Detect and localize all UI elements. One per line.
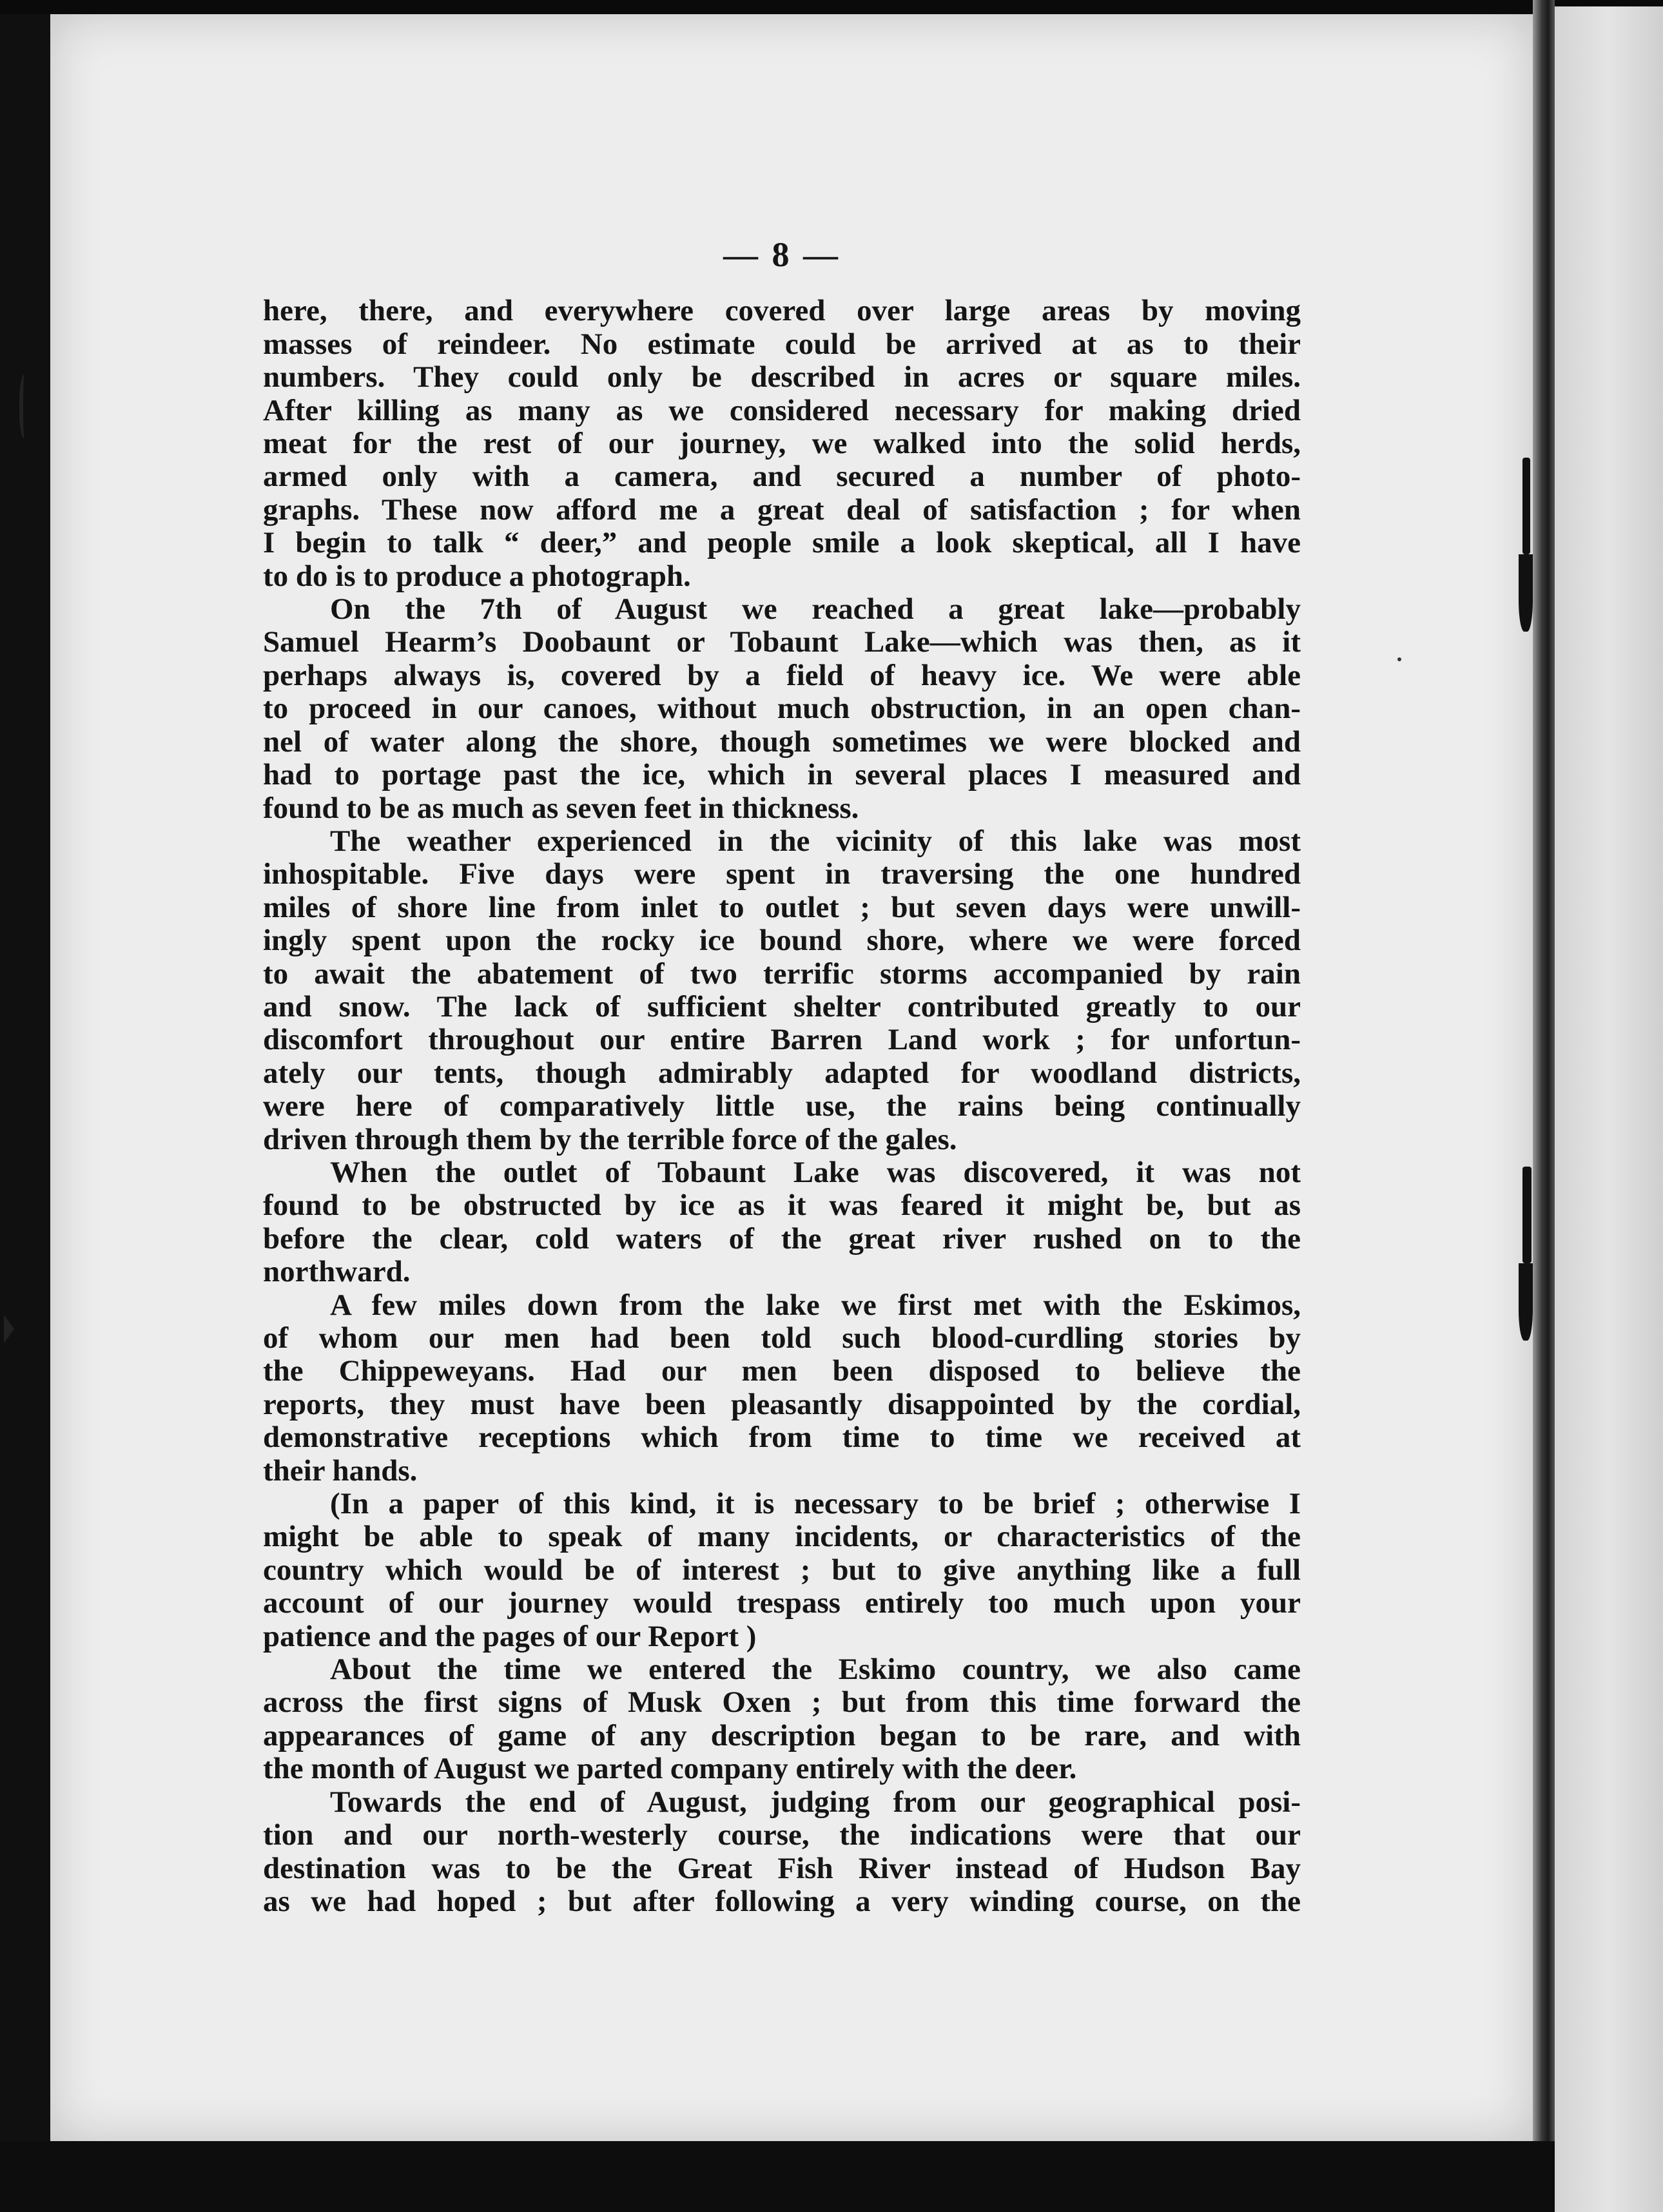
- binding-clip-bottom-tip: [1519, 1263, 1533, 1341]
- text-line: to await the abatement of two terrific storms accompanied by rain: [263, 956, 1301, 991]
- text-line: A few miles down from the lake we first met with the Eskimos,: [330, 1288, 1301, 1322]
- text-line: to do is to produce a photograph.: [263, 559, 691, 593]
- text-line: graphs. These now afford me a great deal of satisfaction ; for when: [263, 492, 1301, 527]
- text-line: found to be obstructed by ice as it was feared it might be, but as: [263, 1188, 1301, 1223]
- text-line: driven through them by the terrible force of the gales.: [263, 1122, 957, 1156]
- text-line: ingly spent upon the rocky ice bound shore, where we were forced: [263, 924, 1301, 958]
- text-line: numbers. They could only be described in acres or square miles.: [263, 360, 1301, 394]
- text-line: When the outlet of Tobaunt Lake was discovered, it was not: [330, 1155, 1301, 1189]
- text-line: The weather experienced in the vicinity of this lake was most: [330, 824, 1301, 858]
- text-line: and snow. The lack of sufficient shelter contributed greatly to our: [263, 989, 1301, 1024]
- text-line: masses of reindeer. No estimate could be arrived at as to their: [263, 327, 1301, 361]
- paragraph: [263, 825, 1301, 1156]
- text-line: On the 7th of August we reached a great lake—probably: [330, 592, 1301, 626]
- text-line: demonstrative receptions which from time to time we received at: [263, 1421, 1301, 1455]
- text-line: might be able to speak of many incidents, or characteristics of the: [263, 1520, 1301, 1554]
- text-line: reports, they must have been pleasantly disappointed by the cordial,: [263, 1387, 1301, 1421]
- paragraph: [263, 1488, 1301, 1653]
- text-line: northward.: [263, 1255, 411, 1289]
- text-line: across the first signs of Musk Oxen ; but from this time forward the: [263, 1685, 1301, 1720]
- paragraph: [263, 1786, 1301, 1919]
- paragraph: [263, 1289, 1301, 1488]
- paragraph-container: [263, 295, 1301, 1918]
- text-line: country which would be of interest ; but to give anything like a full: [263, 1553, 1301, 1587]
- text-line: before the clear, cold waters of the great river rushed on to the: [263, 1221, 1301, 1256]
- text-line: tion and our north-westerly course, the indications were that our: [263, 1818, 1301, 1852]
- scan-left-margin: [0, 0, 50, 2212]
- text-line: miles of shore line from inlet to outlet ; but seven days were unwill-: [263, 890, 1301, 924]
- text-line: appearances of game of any description began to be rare, and with: [263, 1718, 1301, 1752]
- text-line: armed only with a camera, and secured a number of photo-: [263, 460, 1301, 494]
- text-line: of whom our men had been told such blood-curdling stories by: [263, 1321, 1301, 1355]
- text-line: Towards the end of August, judging from our geographical posi-: [330, 1785, 1301, 1819]
- paragraph: [263, 1653, 1301, 1786]
- text-line: ately our tents, though admirably adapted for woodland districts,: [263, 1056, 1301, 1090]
- scan-bottom-border: [0, 2141, 1555, 2212]
- page-gutter: [1533, 0, 1555, 2212]
- paragraph: [263, 1156, 1301, 1289]
- text-line: About the time we entered the Eskimo country, we also came: [330, 1653, 1301, 1687]
- binding-clip-top-tip: [1519, 554, 1533, 632]
- binding-clip-top-bar: [1522, 458, 1530, 554]
- text-line: account of our journey would trespass entirely too much upon your: [263, 1586, 1301, 1620]
- text-line: their hands.: [263, 1453, 418, 1488]
- text-line: the Chippeweyans. Had our men been disposed to believe the: [263, 1354, 1301, 1388]
- text-line: had to portage past the ice, which in several places I measured and: [263, 758, 1301, 792]
- text-line: were here of comparatively little use, the rains being continually: [263, 1089, 1301, 1123]
- text-line: the month of August we parted company entirely with the deer.: [263, 1752, 1077, 1786]
- margin-arrow-mark: [4, 1315, 14, 1343]
- text-line: perhaps always is, covered by a field of heavy ice. We were able: [263, 658, 1301, 692]
- binding-clip-bottom-bar: [1522, 1167, 1532, 1263]
- adjacent-page-edge: [1555, 6, 1663, 2212]
- text-line: destination was to be the Great Fish River instead of Hudson Bay: [263, 1851, 1301, 1885]
- paragraph: [263, 295, 1301, 593]
- text-line: patience and the pages of our Report ): [263, 1619, 757, 1653]
- text-line: meat for the rest of our journey, we walked into the solid herds,: [263, 427, 1301, 461]
- text-line: found to be as much as seven feet in thickness.: [263, 791, 859, 825]
- paragraph: [263, 593, 1301, 825]
- text-line: to proceed in our canoes, without much obstruction, in an open chan-: [263, 692, 1301, 726]
- text-line: After killing as many as we considered necessary for making dried: [263, 393, 1301, 427]
- text-line: Samuel Hearm’s Doobaunt or Tobaunt Lake—which was then, as it: [263, 625, 1301, 659]
- text-line: discomfort throughout our entire Barren Land work ; for unfortun-: [263, 1023, 1301, 1057]
- text-line: (In a paper of this kind, it is necessary to be brief ; otherwise I: [330, 1487, 1301, 1521]
- margin-mark: [19, 373, 32, 440]
- text-line: here, there, and everywhere covered over large areas by moving: [263, 294, 1301, 328]
- text-line: inhospitable. Five days were spent in traversing the one hundred: [263, 857, 1301, 891]
- page-number: — 8 —: [723, 235, 841, 274]
- text-line: I begin to talk “ deer,” and people smile a look skeptical, all I have: [263, 526, 1301, 560]
- scan-top-border: [0, 0, 1663, 14]
- text-line: nel of water along the shore, though sometimes we were blocked and: [263, 724, 1301, 759]
- text-line: as we had hoped ; but after following a very winding course, on the: [263, 1884, 1301, 1918]
- speck-mark: [1397, 657, 1401, 661]
- page-text-column: [263, 235, 1301, 1918]
